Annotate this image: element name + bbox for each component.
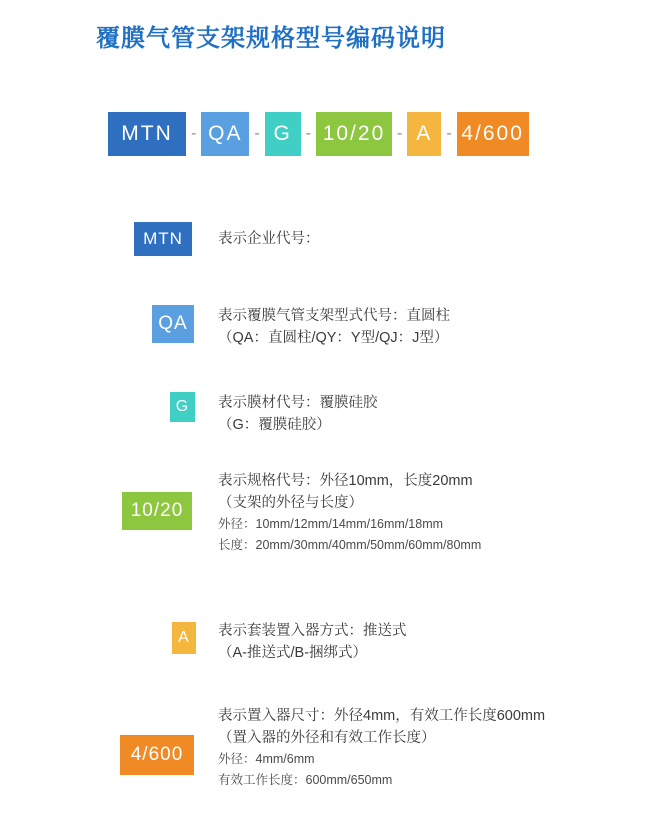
legend-line1: 表示置入器尺寸：外径4mm，有效工作长度600mm — [218, 708, 546, 724]
legend-badge-mode: A — [172, 622, 196, 654]
legend-description-mtn — [218, 228, 320, 250]
legend-description-g — [218, 392, 378, 436]
code-chip-mtn: MTN — [108, 112, 186, 156]
legend-badge-qa: QA — [152, 305, 194, 343]
legend-description-mode — [218, 620, 407, 664]
legend-description-qa — [218, 305, 450, 349]
legend-line2: （置入器的外径和有效工作长度） — [218, 730, 436, 746]
legend-badge-mtn: MTN — [134, 222, 192, 256]
legend-description-size — [218, 470, 481, 556]
code-chip-insert: 4/600 — [457, 112, 529, 156]
page-title: 覆膜气管支架规格型号编码说明 — [96, 25, 446, 52]
legend-sub2: 长度：20mm/30mm/40mm/50mm/60mm/80mm — [218, 538, 482, 552]
legend-badge-insert: 4/600 — [120, 735, 194, 775]
legend-line2: （QA：直圆柱/QY：Y型/QJ：J型） — [218, 330, 449, 346]
code-chip-size: 10/20 — [316, 112, 392, 156]
legend-line1: 表示覆膜气管支架型式代号：直圆柱 — [218, 308, 450, 324]
code-chip-g: G — [265, 112, 301, 156]
legend-description-insert — [218, 705, 545, 791]
legend-line2: （G：覆膜硅胶） — [218, 417, 331, 433]
legend-line2: （支架的外径与长度） — [218, 495, 363, 511]
legend-sub1: 外径：10mm/12mm/14mm/16mm/18mm — [218, 517, 444, 531]
legend-line1: 表示规格代号：外径10mm，长度20mm — [218, 473, 473, 489]
code-chip-qa: QA — [201, 112, 249, 156]
code-chip-mode: A — [407, 112, 441, 156]
code-separator: - — [305, 125, 311, 142]
legend-badge-size: 10/20 — [122, 492, 192, 530]
code-strip — [108, 112, 529, 156]
code-separator: - — [446, 125, 452, 142]
legend-badge-g: G — [170, 392, 195, 422]
code-separator: - — [254, 125, 260, 142]
legend-line1: 表示膜材代号：覆膜硅胶 — [218, 395, 378, 411]
legend-sub2: 有效工作长度：600mm/650mm — [218, 773, 393, 787]
code-separator: - — [396, 125, 403, 142]
legend-line1: 表示企业代号： — [218, 231, 320, 247]
legend-line1: 表示套装置入器方式：推送式 — [218, 623, 407, 639]
legend-line2: （A-推送式/B-捆绑式） — [218, 645, 368, 661]
legend-sub1: 外径：4mm/6mm — [218, 752, 315, 766]
code-separator: - — [191, 125, 197, 142]
